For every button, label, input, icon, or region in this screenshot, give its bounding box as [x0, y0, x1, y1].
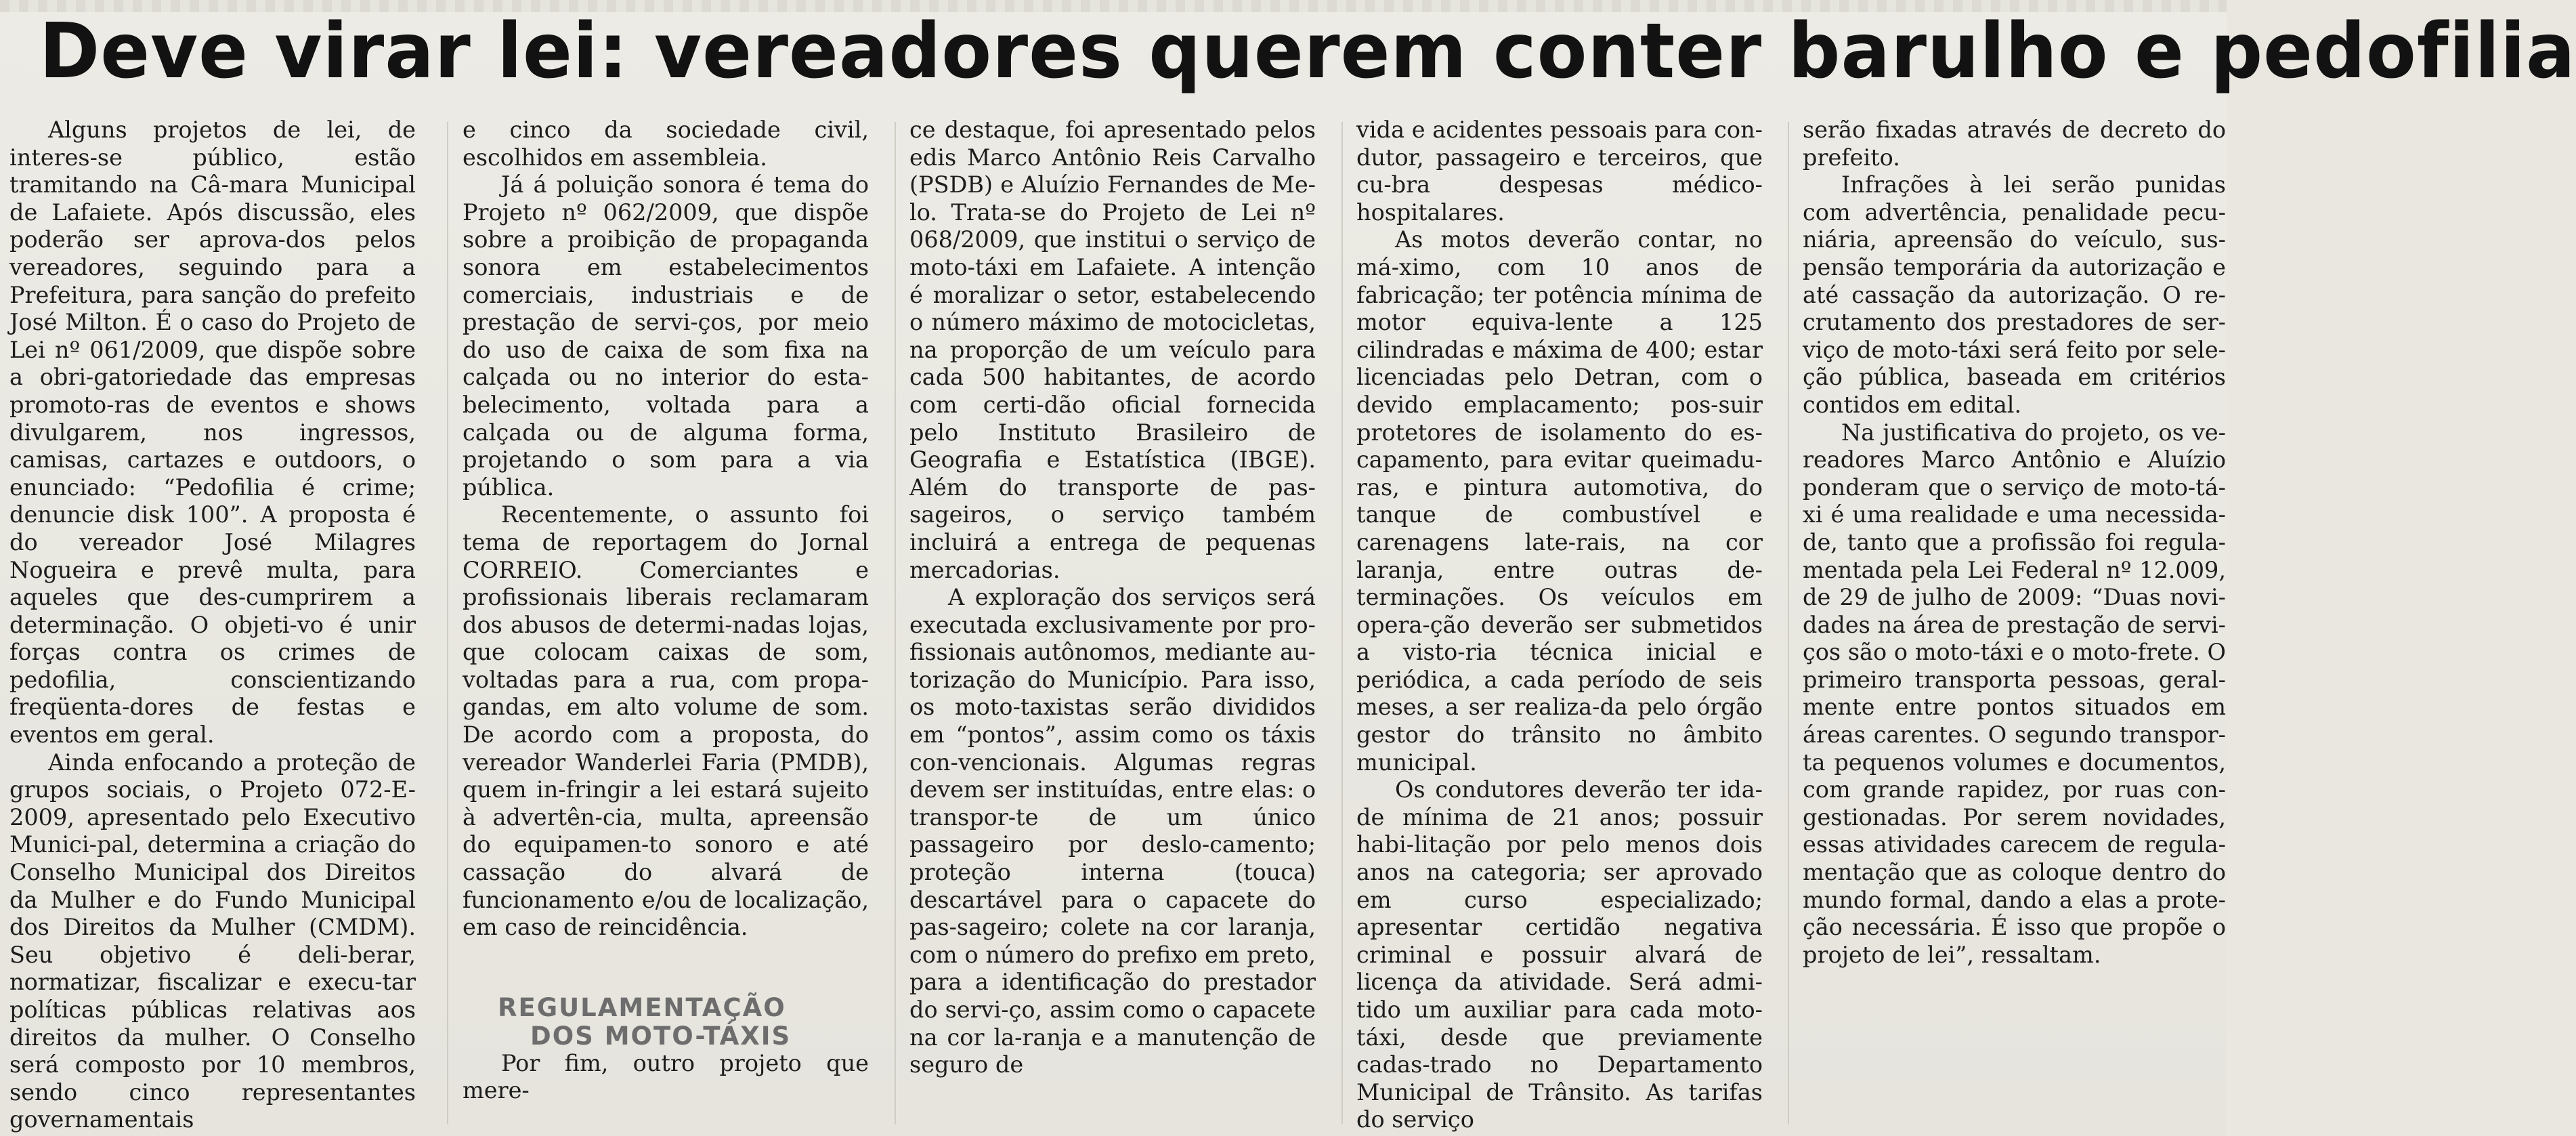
paragraph: Os condutores deverão ter ida-de mínima de 21 anos; possuir habi-litação por pelo menos dois anos na categoria; ser aprovado em curso especializado; apresentar certidão negativa criminal e possuir alvará de licença da atividade. Será admi-tido um auxiliar para cada moto-táxi, desde que previamente cadas-trado no Departamento Municipal de Trânsito. As tarifas do serviço [1356, 776, 1763, 1133]
paragraph: ce destaque, foi apresentado pelos edis Marco Antônio Reis Carvalho (PSDB) e Aluízio Fernandes de Me-lo. Trata-se do Projeto de Lei nº 068/2009, que institui o serviço de moto-táxi em Lafaiete. A intenção é moralizar o setor, estabelecendo o número máximo de motocicletas, na proporção de um veículo para cada 500 habitantes, de acordo com certi-dão oficial fornecida pelo Instituto Brasileiro de Geografia e Estatística (IBGE). Além do transporte de pas-sageiros, o serviço também incluirá a entrega de pequenas mercadorias. [909, 117, 1316, 583]
paragraph: A exploração dos serviços será executada exclusivamente por pro-fissionais autônomos, mediante au-torização do Município. Para isso, os moto-taxistas serão divididos em “pontos”, assim como os táxis con-vencionais. Algumas regras devem ser instituídas, entre elas: o transpor-te de um único passageiro por deslo-camento; proteção interna (touca) descartável para o capacete do pas-sageiro; colete na cor laranja, com o número do prefixo em preto, para a identificação do prestador do servi-ço, assim como o capacete na cor la-ranja e a manutenção de seguro de [909, 584, 1316, 1078]
paragraph: Por fim, outro projeto que mere- [463, 1049, 869, 1104]
article-column-2 [463, 117, 869, 1133]
subheading-line: REGULAMENTAÇÃO [498, 992, 786, 1022]
paragraph: Na justificativa do projeto, os ve-readores Marco Antônio e Aluízio ponderam que o serviço de moto-tá-xi é uma realidade e uma necessida-de, tanto que a profissão foi regula-mentada pela Lei Federal nº 12.009, de 29 de julho de 2009: “Duas novi-dades na área de prestação de servi-ços são o moto-táxi e o moto-frete. O primeiro transporta pessoas, geral-mente entre pontos situados em áreas carentes. O segundo transpor-ta pequenos volumes e documentos, com grande rapidez, por ruas con-gestionadas. Por serem novidades, essas atividades carecem de regula-mentação que as coloque dentro do mundo formal, dando a elas a prote-ção necessária. É isso que propõe o projeto de lei”, ressaltam. [1803, 419, 2226, 968]
column-divider [1788, 122, 1789, 1124]
paragraph: Alguns projetos de lei, de interes-se público, estão tramitando na Câ-mara Municipal de Lafaiete. Após discussão, eles poderão ser aprova-dos pelos vereadores, seguindo para a Prefeitura, para sanção do prefeito José Milton. É o caso do Projeto de Lei nº 061/2009, que dispõe sobre a obri-gatoriedade das empresas promoto-ras de eventos e shows divulgarem, nos ingressos, camisas, cartazes e outdoors, o enunciado: “Pedofilia é crime; denuncie disk 100”. A proposta é do vereador José Milagres Nogueira e prevê multa, para aqueles que des-cumprirem a determinação. O objeti-vo é unir forças contra os crimes de pedofilia, conscientizando freqüenta-dores de festas e eventos em geral. [9, 117, 416, 749]
article-column-4 [1356, 117, 1763, 1133]
section-subheading [463, 942, 869, 1050]
paragraph: Ainda enfocando a proteção de grupos sociais, o Projeto 072-E-2009, apresentado pelo Executivo Munici-pal, determina a criação do Conselho Municipal dos Direitos da Mulher e do Fundo Municipal dos Direitos da Mulher (CMDM). Seu objetivo é deli-berar, normatizar, fiscalizar e execu-tar políticas públicas relativas aos direitos da mulher. O Conselho será composto por 10 membros, sendo cinco representantes governamentais [9, 749, 416, 1133]
article-headline: Deve virar lei: vereadores querem conter barulho e pedofilia [39, 7, 2576, 96]
subheading-line: DOS MOTO-TÁXIS [530, 1021, 792, 1051]
article-column-5 [1803, 117, 2226, 1133]
paragraph: As motos deverão contar, no má-ximo, com 10 anos de fabricação; ter potência mínima de motor equiva-lente a 125 cilindradas e máxima de 400; estar licenciadas pelo Detran, com o devido emplacamento; pos-suir protetores de isolamento do es-capamento, para evitar queimadu-ras, e pintura automotiva, do tanque de combustível e carenagens late-rais, na cor laranja, entre outras de-terminações. Os veículos em opera-ção deverão ser submetidos a visto-ria técnica inicial e periódica, a cada período de seis meses, a ser realiza-da pelo órgão gestor do trânsito no âmbito municipal. [1356, 226, 1763, 776]
column-divider [447, 122, 448, 1124]
article-column-1 [9, 117, 416, 1133]
column-divider [1341, 122, 1343, 1124]
paragraph: Infrações à lei serão punidas com advertência, penalidade pecu-niária, apreensão do veículo, sus-pensão temporária da autorização e até cassação da autorização. O re-crutamento dos prestadores de ser-viço de moto-táxi será feito por sele-ção pública, baseada em critérios contidos em edital. [1803, 171, 2226, 418]
paragraph: e cinco da sociedade civil, escolhidos em assembleia. [463, 117, 869, 171]
paragraph: serão fixadas através de decreto do prefeito. [1803, 117, 2226, 171]
article-column-3 [909, 117, 1316, 1133]
column-divider [895, 122, 896, 1124]
paragraph: Já á poluição sonora é tema do Projeto nº 062/2009, que dispõe sobre a proibição de propaganda sonora em estabelecimentos comerciais, industriais e de prestação de servi-ços, por meio do uso de caixa de som fixa na calçada ou no interior do esta-belecimento, voltada para a calçada ou de alguma forma, projetando o som para a via pública. [463, 171, 869, 501]
paragraph: Recentemente, o assunto foi tema de reportagem do Jornal CORREIO. Comerciantes e profissionais liberais reclamaram dos abusos de determi-nadas lojas, que colocam caixas de som, voltadas para a rua, com propa-gandas, em alto volume de som. De acordo com a proposta, do vereador Wanderlei Faria (PMDB), quem in-fringir a lei estará sujeito à advertên-cia, multa, apreensão do equipamen-to sonoro e até cassação do alvará de funcionamento e/ou de localização, em caso de reincidência. [463, 501, 869, 941]
paragraph: vida e acidentes pessoais para con-dutor, passageiro e terceiros, que cu-bra despesas médico-hospitalares. [1356, 117, 1763, 226]
